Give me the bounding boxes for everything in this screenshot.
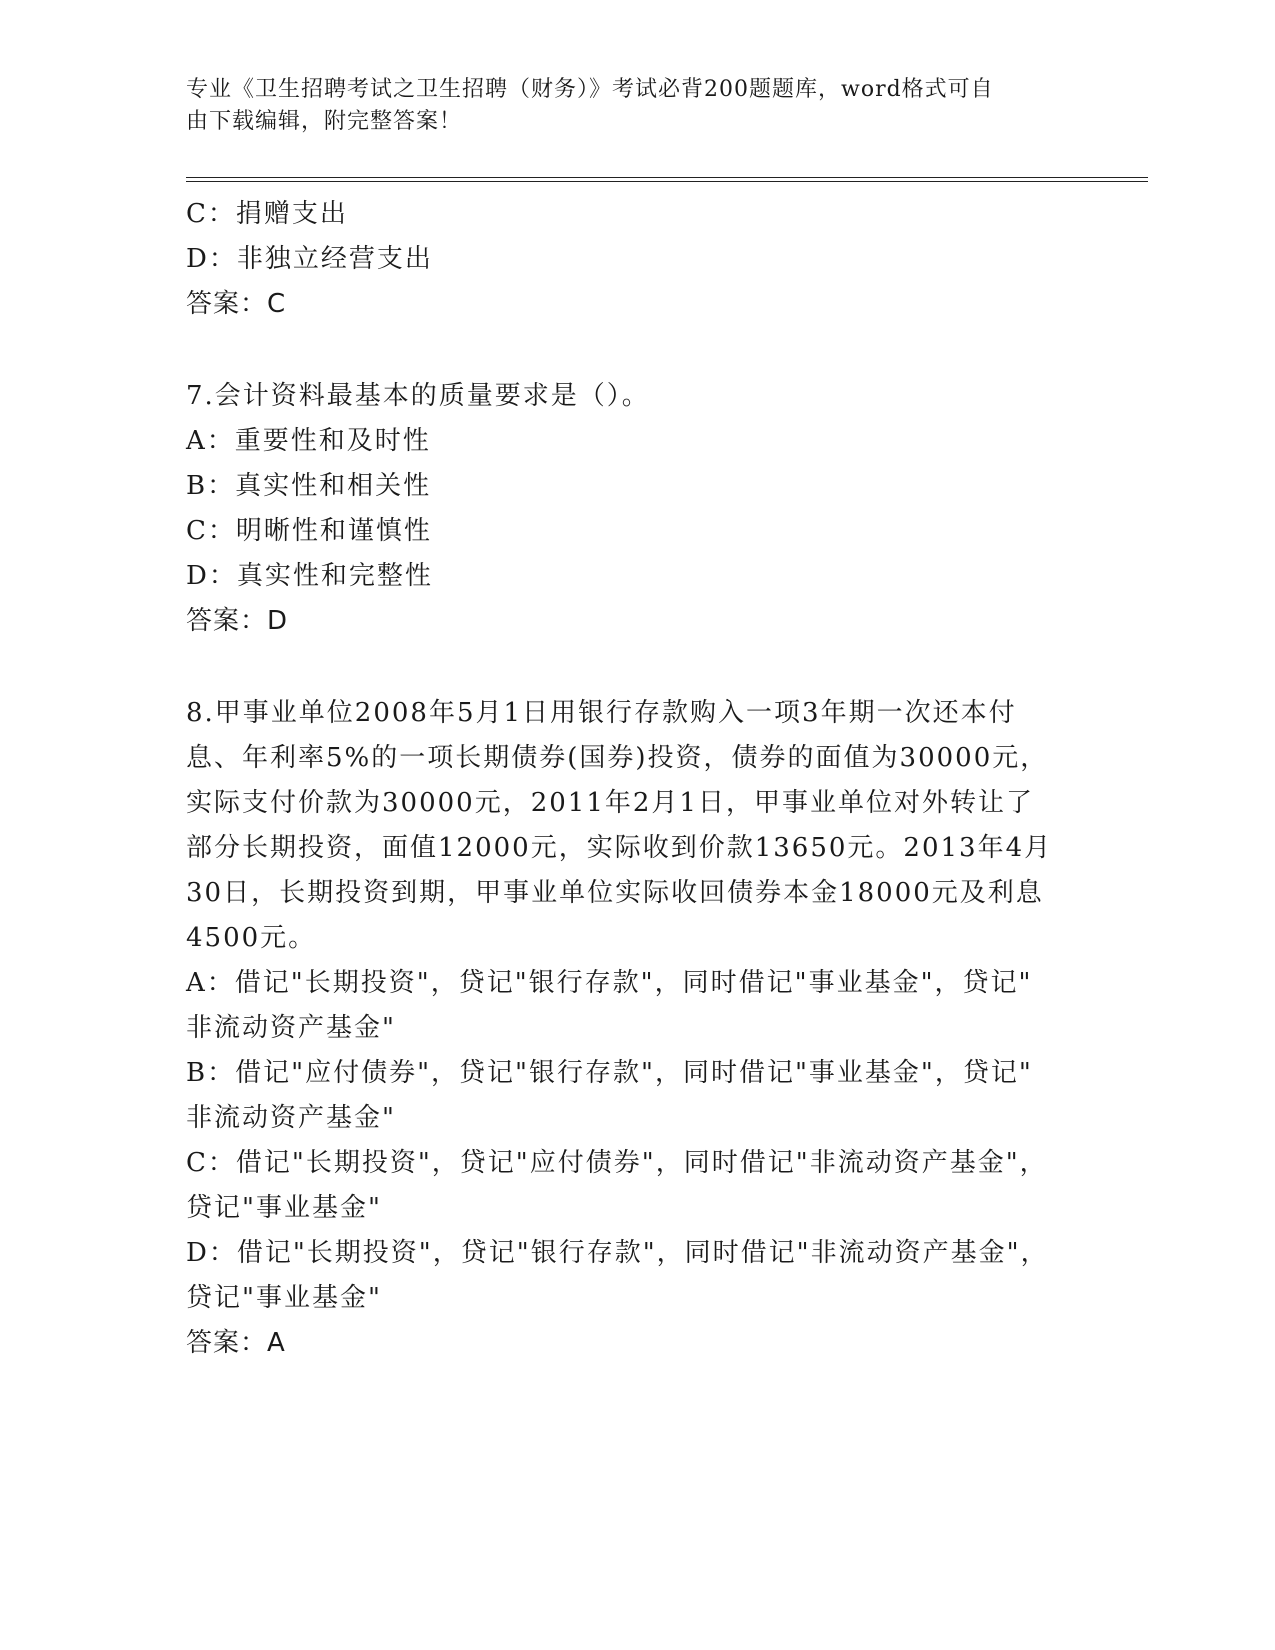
- question-8: [186, 691, 1066, 1366]
- option-d-continued: 贷记"事业基金": [186, 1283, 382, 1313]
- header-line-2: 由下载编辑，附完整答案！: [186, 109, 463, 134]
- option-c: C：借记"长期投资"，贷记"应付债券"，同时借记"非流动资产基金"，: [186, 1148, 1048, 1178]
- option-b-continued: 非流动资产基金": [186, 1103, 396, 1133]
- answer-label: 答案：A: [186, 1328, 286, 1358]
- spacer: [186, 327, 1066, 374]
- header-line-1: 专业《卫生招聘考试之卫生招聘（财务）》考试必背200题题库，word格式可自: [186, 77, 994, 102]
- question-stem-line: 4500元。: [186, 923, 317, 953]
- answer-label: 答案：D: [186, 606, 289, 636]
- question-stem-line: 实际支付价款为30000元，2011年2月1日，甲事业单位对外转让了: [186, 788, 1034, 818]
- question-stem-line: 部分长期投资，面值12000元，实际收到价款13650元。2013年4月: [186, 833, 1053, 863]
- option-a-continued: 非流动资产基金": [186, 1013, 396, 1043]
- option-b: B：真实性和相关性: [186, 471, 432, 501]
- question-stem-line: 息、年利率5%的一项长期债券(国券)投资，债券的面值为30000元，: [186, 743, 1049, 773]
- option-c: C：明晰性和谨慎性: [186, 516, 432, 546]
- question-stem-line: 8.甲事业单位2008年5月1日用银行存款购入一项3年期一次还本付: [186, 698, 1017, 728]
- option-d: D：借记"长期投资"，贷记"银行存款"，同时借记"非流动资产基金"，: [186, 1238, 1049, 1268]
- option-b: B：借记"应付债券"，贷记"银行存款"，同时借记"事业基金"，贷记": [186, 1058, 1033, 1088]
- document-header: [186, 74, 1066, 138]
- option-a: A：重要性和及时性: [186, 426, 431, 456]
- header-divider-top: [186, 177, 1148, 178]
- header-divider-bottom: [186, 181, 1148, 182]
- option-d: D：非独立经营支出: [186, 244, 433, 274]
- answer-label: 答案：C: [186, 289, 287, 319]
- document-body: [186, 192, 1066, 1366]
- question-stem: 7.会计资料最基本的质量要求是（）。: [186, 381, 650, 411]
- option-c: C：捐赠支出: [186, 199, 348, 229]
- question-6-tail: [186, 192, 1066, 327]
- spacer: [186, 644, 1066, 691]
- option-d: D：真实性和完整性: [186, 561, 433, 591]
- option-a: A：借记"长期投资"，贷记"银行存款"，同时借记"事业基金"，贷记": [186, 968, 1033, 998]
- question-7: [186, 374, 1066, 644]
- option-c-continued: 贷记"事业基金": [186, 1193, 382, 1223]
- question-stem-line: 30日，长期投资到期，甲事业单位实际收回债券本金18000元及利息: [186, 878, 1044, 908]
